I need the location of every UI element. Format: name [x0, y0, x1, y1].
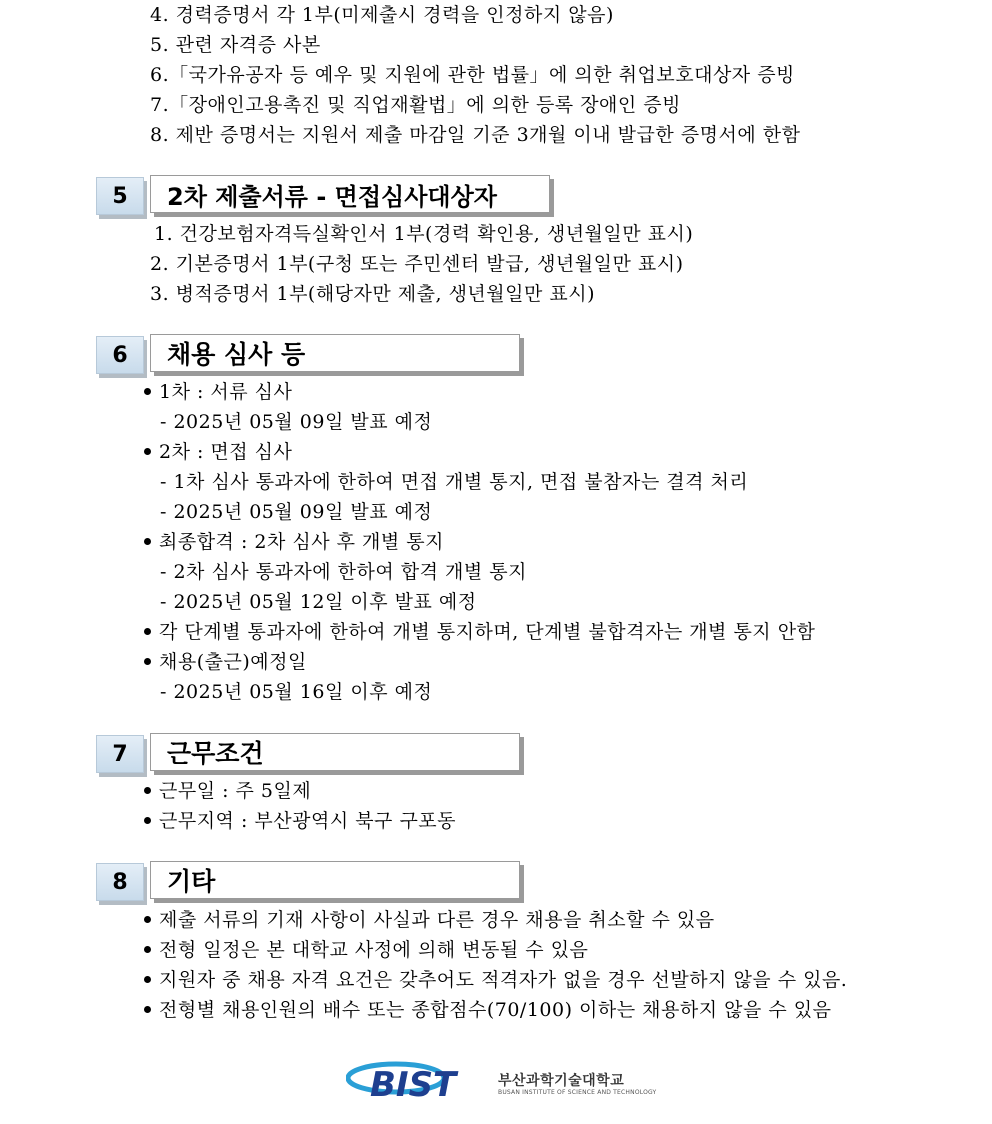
list-item: - 2025년 05월 09일 발표 예정 — [160, 501, 433, 523]
list-item: 제출 서류의 기재 사항이 사실과 다른 경우 채용을 취소할 수 있음 — [144, 907, 715, 933]
svg-text:BIST: BIST — [370, 1065, 457, 1102]
list-item: 1. 건강보험자격득실확인서 1부(경력 확인용, 생년월일만 표시) — [154, 223, 694, 245]
list-item: 지원자 중 채용 자격 요건은 갖추어도 적격자가 없을 경우 선발하지 않을 수 있음. — [144, 967, 847, 993]
bullet-icon — [144, 916, 151, 923]
list-item: 4. 경력증명서 각 1부(미제출시 경력을 인정하지 않음) — [150, 4, 614, 26]
list-item: 7.「장애인고용촉진 및 직업재활법」에 의한 등록 장애인 증빙 — [150, 94, 682, 116]
list-item: 6.「국가유공자 등 예우 및 지원에 관한 법률」에 의한 취업보호대상자 증빙 — [150, 64, 795, 86]
list-item: - 2차 심사 통과자에 한하여 합격 개별 통지 — [160, 561, 527, 583]
bullet-icon — [144, 388, 151, 395]
bullet-icon — [144, 658, 151, 665]
bullet-icon — [144, 448, 151, 455]
section-header-5 — [96, 177, 566, 221]
section-number: 7 — [96, 735, 144, 773]
list-item: 근무지역 : 부산광역시 북구 구포동 — [144, 808, 456, 834]
list-item: 전형별 채용인원의 배수 또는 종합점수(70/100) 이하는 채용하지 않을 수 있음 — [144, 997, 831, 1023]
list-item: 2차 : 면접 심사 — [144, 439, 292, 465]
list-item: 5. 관련 자격증 사본 — [150, 34, 321, 56]
section-number: 5 — [96, 177, 144, 215]
bullet-icon — [144, 817, 151, 824]
bullet-icon — [144, 628, 151, 635]
list-item: 2. 기본증명서 1부(구청 또는 주민센터 발급, 생년월일만 표시) — [150, 253, 684, 275]
bullet-icon — [144, 787, 151, 794]
bullet-icon — [144, 946, 151, 953]
section-title: 2차 제출서류 - 면접심사대상자 — [150, 175, 550, 213]
bullet-icon — [144, 538, 151, 545]
list-item: 전형 일정은 본 대학교 사정에 의해 변동될 수 있음 — [144, 937, 588, 963]
section-title: 기타 — [150, 861, 520, 899]
list-item: 채용(출근)예정일 — [144, 649, 307, 675]
list-item: 근무일 : 주 5일제 — [144, 778, 311, 804]
section-title: 근무조건 — [150, 733, 520, 771]
logo-name-kr: 부산과학기술대학교 — [498, 1073, 625, 1089]
section-title: 채용 심사 등 — [150, 334, 520, 372]
list-item: - 2025년 05월 09일 발표 예정 — [160, 411, 433, 433]
bist-logo-icon — [346, 1058, 486, 1102]
section-header-7 — [96, 735, 526, 779]
section-number: 8 — [96, 863, 144, 901]
list-item: 최종합격 : 2차 심사 후 개별 통지 — [144, 529, 444, 555]
bullet-icon — [144, 976, 151, 983]
list-item: 8. 제반 증명서는 지원서 제출 마감일 기준 3개월 이내 발급한 증명서에 한함 — [150, 124, 801, 146]
list-item: 각 단계별 통과자에 한하여 개별 통지하며, 단계별 불합격자는 개별 통지 안함 — [144, 619, 815, 645]
list-item: - 2025년 05월 16일 이후 예정 — [160, 681, 433, 703]
bullet-icon — [144, 1006, 151, 1013]
section-header-6 — [96, 336, 526, 380]
list-item: 3. 병적증명서 1부(해당자만 제출, 생년월일만 표시) — [150, 283, 596, 305]
university-logo — [346, 1058, 666, 1102]
section-number: 6 — [96, 336, 144, 374]
section-header-8 — [96, 863, 526, 907]
list-item: 1차 : 서류 심사 — [144, 379, 292, 405]
list-item: - 1차 심사 통과자에 한하여 면접 개별 통지, 면접 불참자는 결격 처리 — [160, 471, 749, 493]
list-item: - 2025년 05월 12일 이후 발표 예정 — [160, 591, 477, 613]
logo-name-en: BUSAN INSTITUTE OF SCIENCE AND TECHNOLOGY — [498, 1089, 657, 1096]
